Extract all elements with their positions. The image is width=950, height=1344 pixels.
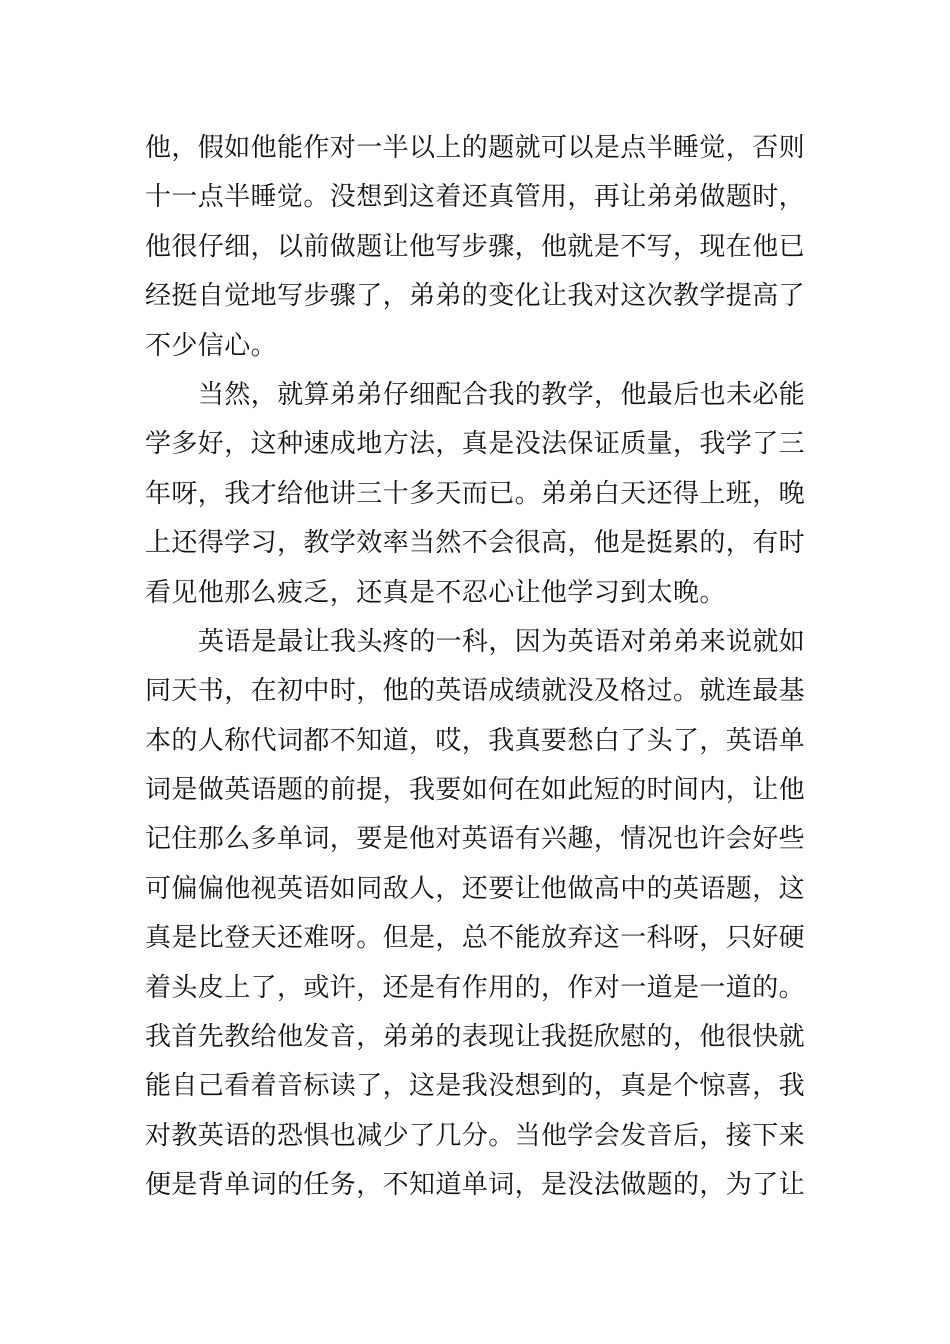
- text-line: 十一点半睡觉。没想到这着还真管用，再让弟弟做题时，: [145, 182, 806, 213]
- text-line: 记住那么多单词，要是他对英语有兴趣，情况也许会好些: [145, 824, 806, 855]
- text-line: 他，假如他能作对一半以上的题就可以是点半睡觉，否则: [145, 133, 806, 163]
- text-line: 能自己看着音标读了，这是我没想到的，真是个惊喜，我: [145, 1071, 806, 1102]
- text-line: 我首先教给他发音，弟弟的表现让我挺欣慰的，他很快就: [145, 1022, 806, 1053]
- text-line: 学多好，这种速成地方法，真是没法保证质量，我学了三: [145, 429, 806, 460]
- text-line: 对教英语的恐惧也减少了几分。当他学会发音后，接下来: [145, 1120, 806, 1151]
- body-text: [145, 124, 807, 1211]
- text-line: 可偏偏他视英语如同敌人，还要让他做高中的英语题，这: [145, 873, 806, 904]
- paragraph-start-line: 英语是最让我头疼的一科，因为英语对弟弟来说就如: [198, 626, 806, 657]
- text-line: 真是比登天还难呀。但是，总不能放弃这一科呀，只好硬: [145, 923, 806, 954]
- paragraph-start-line: 当然，就算弟弟仔细配合我的教学，他最后也未必能: [198, 379, 806, 410]
- text-line: 同天书，在初中时，他的英语成绩就没及格过。就连最基: [145, 676, 806, 707]
- text-line: 看见他那么疲乏，还真是不忍心让他学习到太晚。: [145, 577, 726, 608]
- text-line: 年呀，我才给他讲三十多天而已。弟弟白天还得上班，晚: [145, 478, 806, 509]
- text-line: 不少信心。: [145, 330, 278, 361]
- text-line: 着头皮上了，或许，还是有作用的，作对一道是一道的。: [145, 972, 806, 1003]
- text-line: 本的人称代词都不知道，哎，我真要愁白了头了，英语单: [145, 725, 806, 756]
- text-line: 他很仔细，以前做题让他写步骤，他就是不写，现在他已: [145, 231, 806, 262]
- text-line: 经挺自觉地写步骤了，弟弟的变化让我对这次教学提高了: [145, 281, 806, 312]
- text-line: 词是做英语题的前提，我要如何在如此短的时间内，让他: [145, 775, 806, 806]
- text-line: 上还得学习，教学效率当然不会很高，他是挺累的，有时: [145, 528, 806, 559]
- text-line: 便是背单词的任务，不知道单词，是没法做题的，为了让: [145, 1170, 806, 1201]
